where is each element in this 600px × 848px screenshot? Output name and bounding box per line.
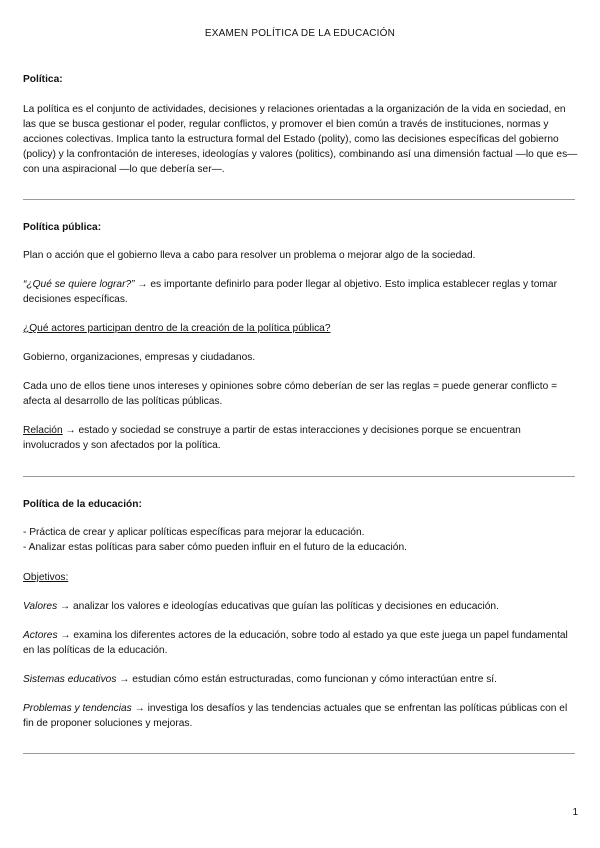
paragraph: Gobierno, organizaciones, empresas y ciudadanos.	[23, 352, 256, 363]
paragraph	[23, 599, 578, 614]
quote-text: “¿Qué se quiere lograr?”	[23, 279, 135, 290]
bullet-item: - Práctica de crear y aplicar políticas específicas para mejorar la educación.	[23, 527, 365, 538]
divider	[23, 476, 575, 477]
relation-text: → estado y sociedad se construye a partir de estas interacciones y decisiones porque se encuentran involucrados y son afectados por la política.	[23, 425, 521, 451]
paragraph-block	[23, 570, 578, 585]
objective-text: → analizar los valores e ideologías educativas que guían las políticas y decisiones en educación.	[57, 601, 499, 612]
paragraph-block	[23, 248, 578, 263]
objectives-label: Objetivos:	[23, 572, 69, 583]
objective-text: → examina los diferentes actores de la educación, sobre todo al estado ya que este juega un papel fundamental en las políticas de la educación.	[23, 630, 568, 656]
bullet-list	[23, 525, 578, 555]
paragraph: Plan o acción que el gobierno lleva a cabo para resolver un problema o mejorar algo de la sociedad.	[23, 250, 476, 261]
paragraph	[23, 701, 578, 731]
objective-item	[23, 628, 578, 658]
paragraph-block	[23, 321, 578, 336]
section-heading: Política:	[23, 74, 63, 85]
objective-term: Problemas y tendencias	[23, 703, 132, 714]
paragraph-block	[23, 277, 578, 307]
paragraph-block	[23, 423, 578, 453]
objective-item	[23, 599, 578, 614]
objective-term: Valores	[23, 601, 58, 612]
relation-label: Relación	[23, 425, 63, 436]
section-heading: Política de la educación:	[23, 499, 142, 510]
bullet-item: - Analizar estas políticas para saber cómo pueden influir en el futuro de la educación.	[23, 542, 407, 553]
paragraph	[23, 628, 578, 658]
paragraph: La política es el conjunto de actividades, decisiones y relaciones orientadas a la organización de la vida en sociedad, en las que se busca gestionar el poder, regular conflictos, y promover el bien común a través de instituciones, normas y acciones colectivas. Implica tanto la estructura formal del Estado (polity), como las decisiones específicas del gobierno (policy) y la confrontación de intereses, ideologías y valores (politics), combinando así una dimensión factual —lo que es— con una aspiracional —lo que debería ser—.	[23, 104, 578, 175]
divider	[23, 753, 575, 754]
section-heading: Política pública:	[23, 222, 102, 233]
objective-term: Actores	[23, 630, 58, 641]
objective-text: → estudian cómo están estructuradas, como funcionan y cómo interactúan entre sí.	[116, 674, 497, 685]
quote-explanation: → es importante definirlo para poder llegar al objetivo. Esto implica establecer reglas y tomar decisiones específicas.	[23, 279, 557, 305]
objective-item	[23, 701, 578, 731]
paragraph-block	[23, 379, 578, 409]
paragraph	[23, 423, 578, 453]
paragraph: Cada uno de ellos tiene unos intereses y opiniones sobre cómo deberían de ser las reglas = puede generar conflicto = afecta al desarrollo de las políticas públicas.	[23, 381, 558, 407]
objective-term: Sistemas educativos	[23, 674, 117, 685]
document-title: EXAMEN POLÍTICA DE LA EDUCACIÓN	[204, 28, 396, 39]
objective-text: → investiga los desafíos y las tendencias actuales que se enfrentan las políticas públicas con el fin de proponer soluciones y mejoras.	[23, 703, 568, 729]
section-politica	[23, 72, 578, 87]
actors-question: ¿Qué actores participan dentro de la creación de la política pública?	[23, 323, 331, 334]
paragraph	[23, 277, 578, 307]
section-politica-educacion	[23, 497, 578, 512]
section-politica-body	[23, 102, 578, 177]
section-politica-publica	[23, 220, 578, 235]
objective-item	[23, 672, 578, 687]
paragraph	[23, 672, 578, 687]
divider	[23, 199, 575, 200]
paragraph-block	[23, 350, 578, 365]
page-number: 1	[572, 807, 578, 818]
